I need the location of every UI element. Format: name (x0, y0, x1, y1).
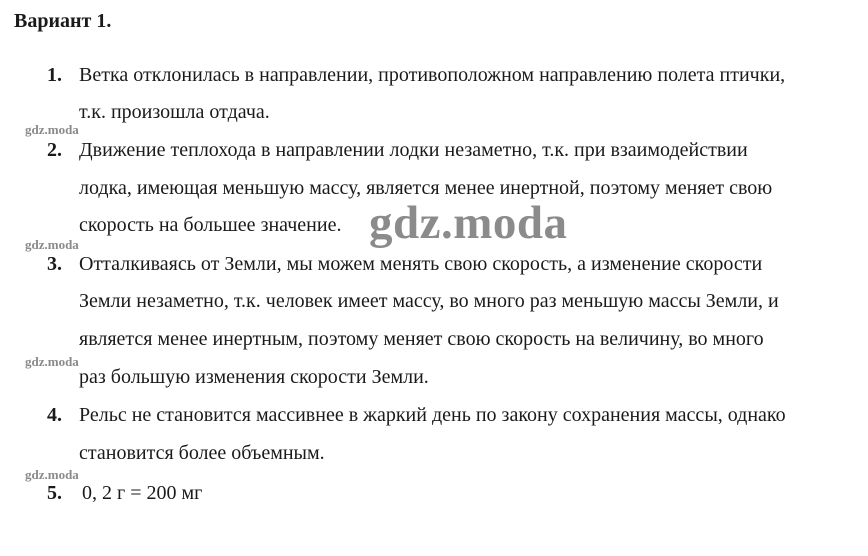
answer-3-line-3: является менее инертным, поэтому меняет свою скорость на величину, во много (79, 328, 764, 350)
answer-4-line-1: Рельс не становится массивнее в жаркий день по закону сохранения массы, однако (79, 404, 786, 426)
answer-1-number: 1. (47, 64, 62, 86)
answer-3-line-2: Земли незаметно, т.к. человек имеет массу, во много раз меньшую массы Земли, и (79, 290, 779, 312)
answer-2-line-3: скорость на большее значение. (79, 214, 342, 236)
answer-1-line-1: Ветка отклонилась в направлении, противоположном направлению полета птички, (79, 64, 786, 86)
watermark-small-3: gdz.moda (25, 354, 79, 369)
answer-3-number: 3. (47, 253, 62, 275)
answer-5-line-1: 0, 2 г = 200 мг (82, 482, 203, 504)
answer-2-line-1: Движение теплохода в направлении лодки незаметно, т.к. при взаимодействии (79, 139, 748, 161)
watermark-small-2: gdz.moda (25, 237, 79, 252)
answer-2-line-2: лодка, имеющая меньшую массу, является менее инертной, поэтому меняет свою (79, 177, 773, 199)
answer-4-number: 4. (47, 404, 62, 426)
watermark-large: gdz.moda (369, 197, 568, 249)
watermark-small-1: gdz.moda (25, 122, 79, 137)
answer-3-line-1: Отталкиваясь от Земли, мы можем менять свою скорость, а изменение скорости (79, 253, 763, 275)
answer-1-line-2: т.к. произошла отдача. (79, 101, 270, 123)
answer-2-number: 2. (47, 139, 62, 161)
answer-5-number: 5. (47, 482, 62, 504)
page-title: Вариант 1. (14, 10, 112, 32)
answer-4-line-2: становится более объемным. (79, 442, 325, 464)
answer-3-line-4: раз большую изменения скорости Земли. (79, 366, 429, 388)
watermark-small-4: gdz.moda (25, 467, 79, 482)
